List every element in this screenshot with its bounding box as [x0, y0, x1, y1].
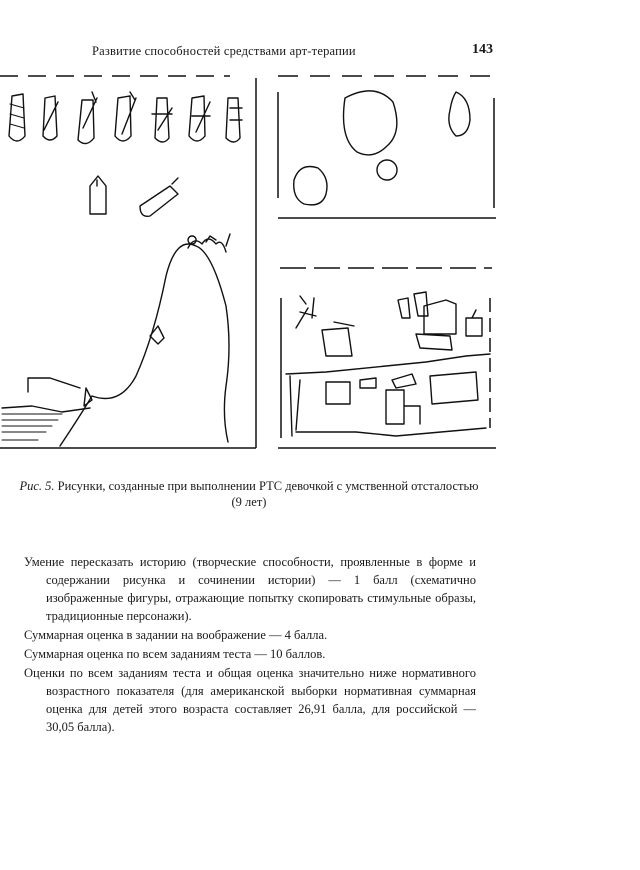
paragraph-imagination-score: Суммарная оценка в задании на воображение — 4 балла. [24, 628, 328, 642]
paragraph-retelling: Умение пересказать историю (творческие способности, проявленные в форме и содержании рисунка и сочинении истории) — 1 балл (схематично изображенные фигуры, отражающие попытку скопировать стимульные образы, традиционные персонажи). [24, 555, 476, 623]
drawing-hill [2, 234, 230, 446]
drawing-vases [9, 92, 242, 144]
figure-caption-text: Рисунки, созданные при выполнении РТС девочкой с умственной отсталостью (9 лет) [57, 479, 479, 509]
drawing-small-objects [90, 176, 178, 216]
drawing-scene [286, 292, 490, 436]
drawing-blobs [294, 91, 470, 205]
page-number: 143 [472, 42, 493, 57]
figure-caption-label: Рис. 5. [19, 479, 55, 493]
figure-drawings [0, 68, 500, 450]
running-head: Развитие способностей средствами арт-терапии [92, 44, 356, 58]
body-text [24, 553, 476, 737]
figure-frames [0, 76, 496, 448]
paragraph-conclusion: Оценки по всем заданиям теста и общая оценка значительно ниже нормативного возрастного показателя (для американской выборки нормативная суммарная оценка для детей этого возраста составляет 26,91 балла, для российской — 30,05 балла). [24, 666, 476, 734]
figure-caption [14, 478, 484, 510]
paragraph-total-score: Суммарная оценка по всем заданиям теста — 10 баллов. [24, 647, 326, 661]
